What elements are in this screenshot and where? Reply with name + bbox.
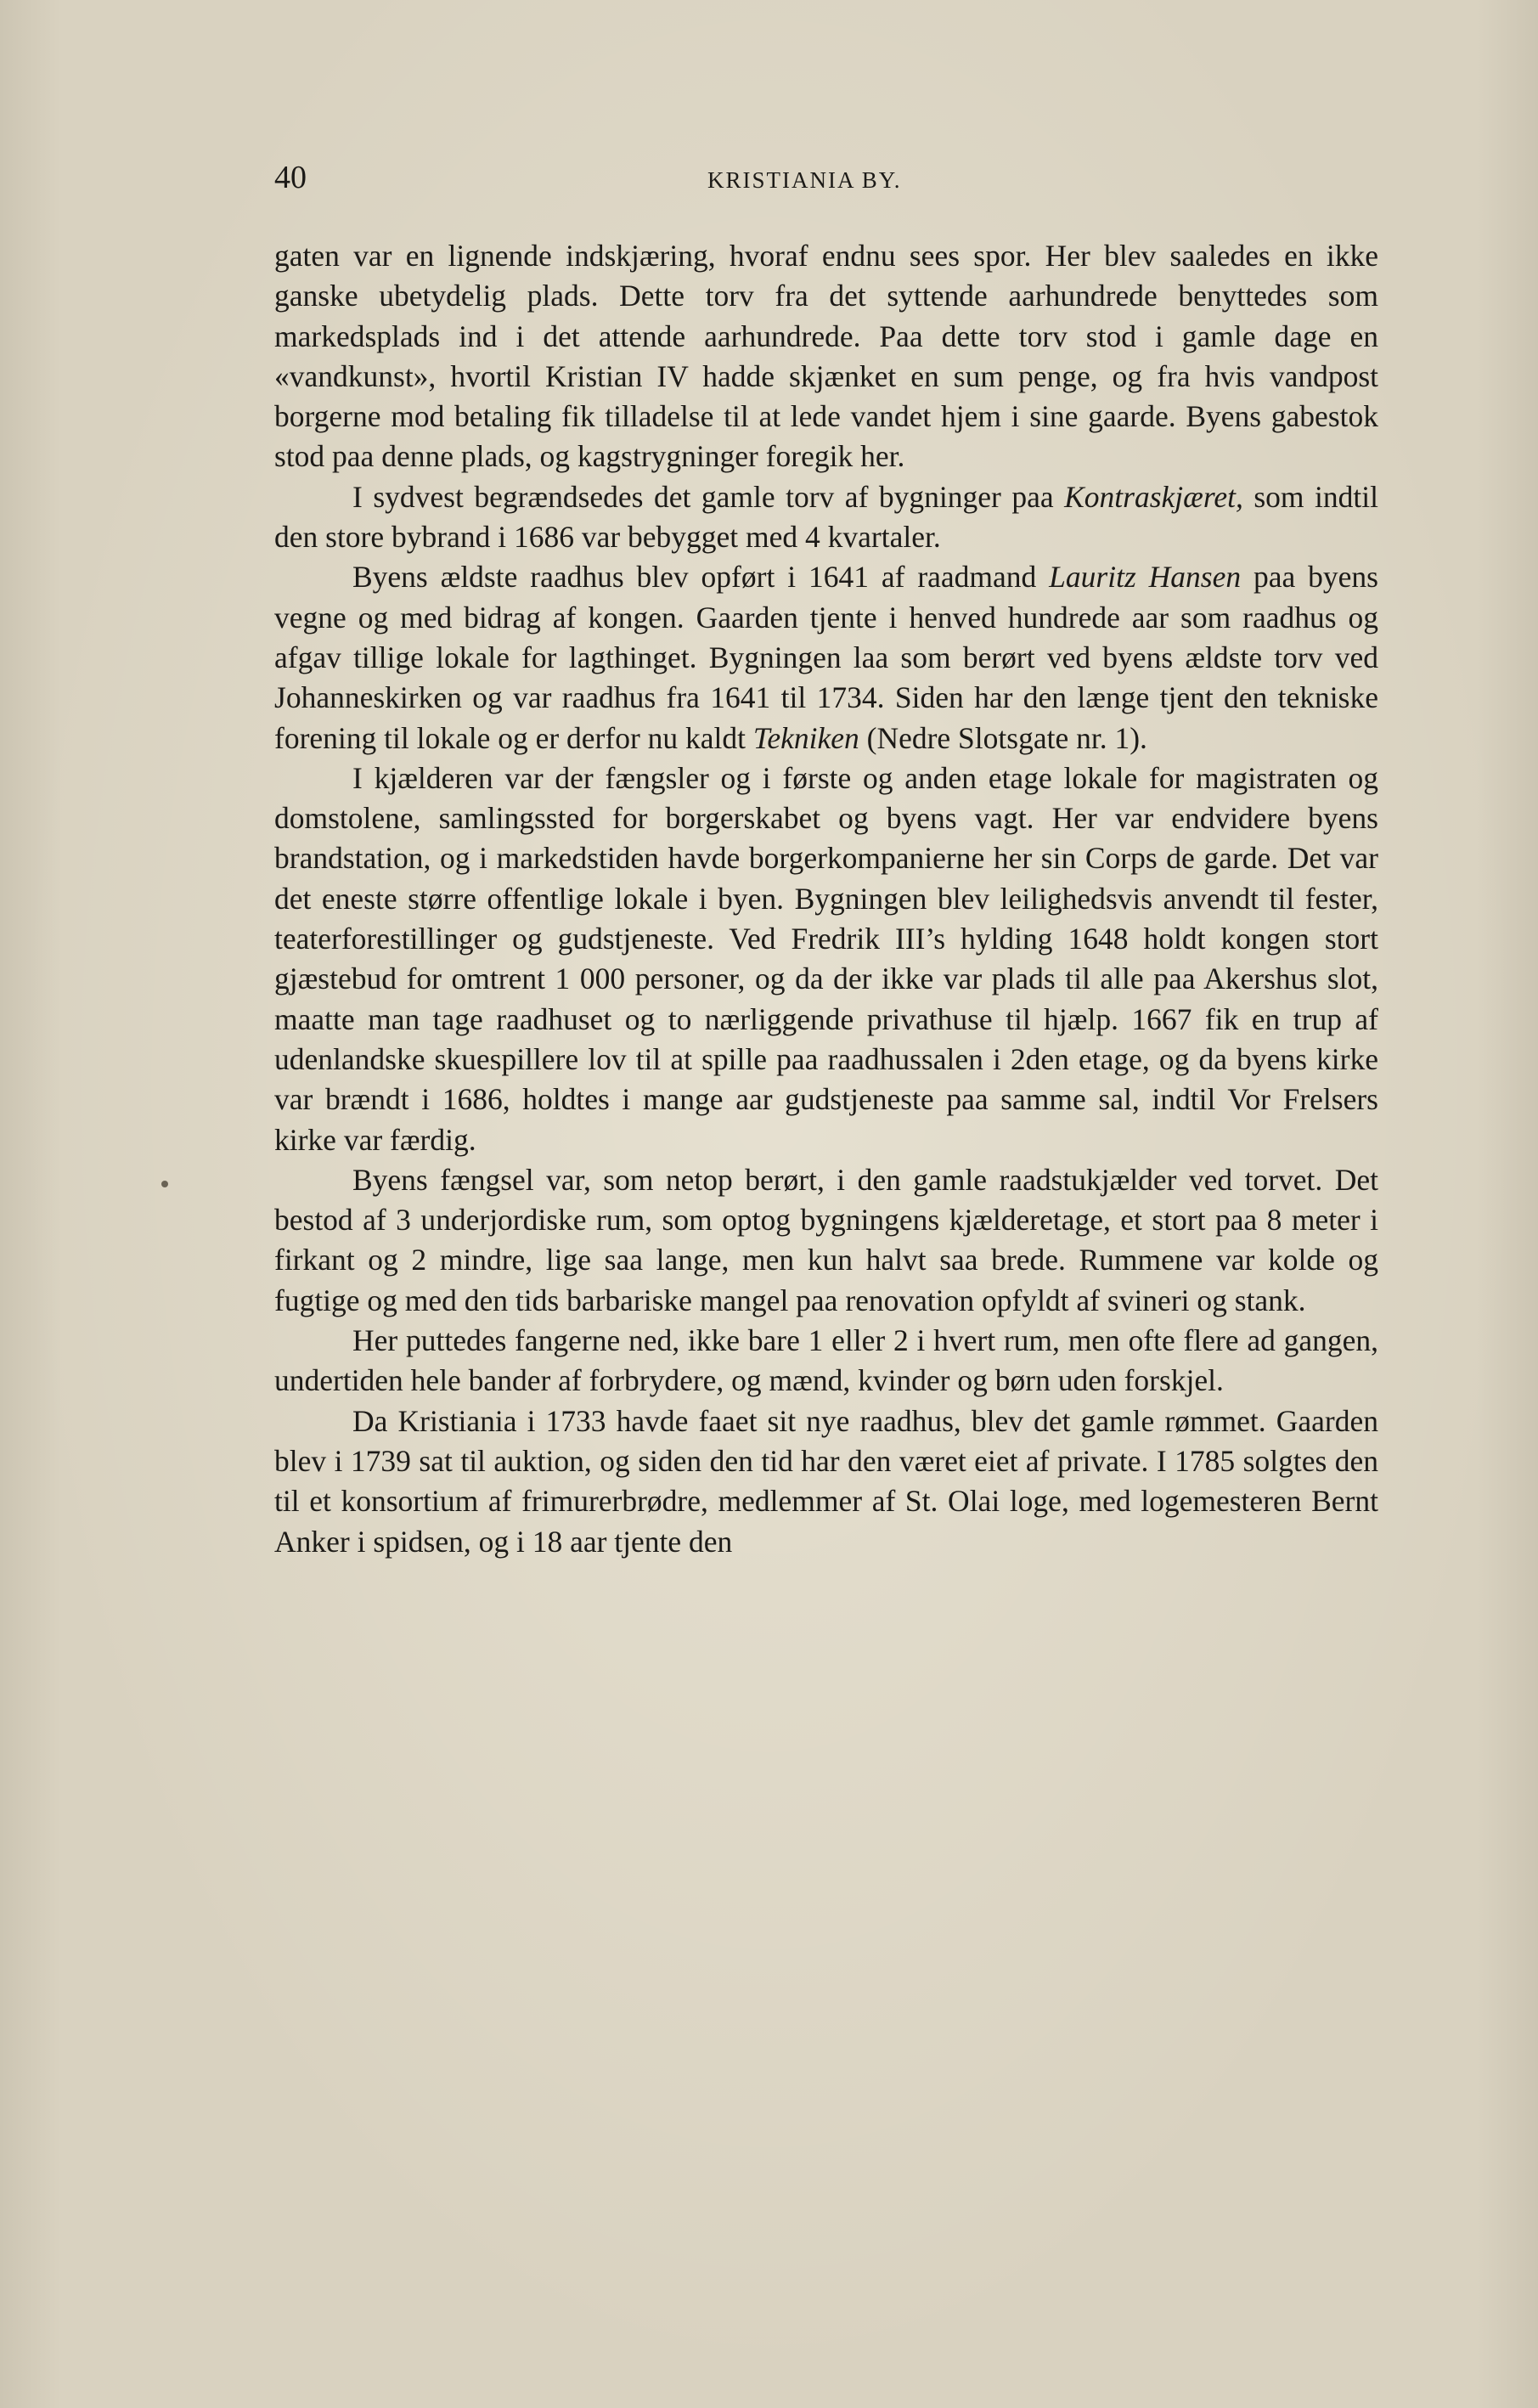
paragraph: [274, 236, 1378, 477]
paragraph: [274, 758, 1378, 1160]
paragraph: [274, 557, 1378, 758]
paragraph: [274, 1160, 1378, 1321]
text-run: (Nedre Slotsgate nr. 1).: [859, 720, 1147, 755]
text-run: Byens ældste raadhus blev opført i 1641 af raadmand: [352, 560, 1050, 595]
running-head: [274, 158, 1378, 197]
italic-run: Kontraskjæret,: [1064, 479, 1243, 514]
paragraph: [274, 1321, 1378, 1401]
text-run: Her puttedes fangerne ned, ikke bare 1 eller 2 i hvert rum, men ofte flere ad gangen, undertiden hele bander af forbrydere, og mænd, kvinder og børn uden forskjel.: [274, 1323, 1378, 1398]
running-title: KRISTIANIA BY.: [707, 167, 902, 193]
page-number: 40: [274, 160, 307, 195]
text-run: Byens fængsel var, som netop berørt, i den gamle raadstukjælder ved torvet. Det bestod af 3 underjordiske rum, som optog bygningens kjælderetage, et stort paa 8 meter i firkant og 2 mindre, lige saa lange, men kun halvt saa brede. Rummene var kolde og fugtige og med den tids barbariske mangel paa renovation opfyldt af svineri og stank.: [274, 1162, 1378, 1317]
text-run: paa byens vegne og med bidrag af kongen. Gaarden tjente i henved hundrede aar som raadhus og afgav tillige lokale for lagthinget. Bygningen laa som berørt ved byens ældste torv ved Johanneskirken og var raadhus fra 1641 til 1734. Siden har den længe tjent den tekniske forening til lokale og er derfor nu kaldt: [274, 560, 1378, 755]
text-run: I kjælderen var der fængsler og i første og anden etage lokale for magistraten og domstolene, samlingssted for borgerskabet og byens vagt. Her var endvidere byens brandstation, og i markedstiden havde borgerkompanierne her sin Corps de garde. Det var det eneste større offentlige lokale i byen. Bygningen blev leilighedsvis anvendt til fester, teaterforestillinger og gudstjeneste. Ved Fredrik III’s hylding 1648 holdt kongen stort gjæstebud for omtrent 1 000 personer, og da der ikke var plads til alle paa Akershus slot, maatte man tage raadhuset og to nærliggende privathuse til hjælp. 1667 fik en trup af udenlandske skuespillere lov til at spille paa raadhussalen i 2den etage, og da byens kirke var brændt i 1686, holdtes i mange aar gudstjeneste paa samme sal, indtil Vor Frelsers kirke var færdig.: [274, 760, 1378, 1157]
paragraph: [274, 477, 1378, 558]
text-run: Da Kristiania i 1733 havde faaet sit nye raadhus, blev det gamle rømmet. Gaarden blev i 1739 sat til auktion, og siden den tid har den været eiet af private. I 1785 solgtes den til et konsortium af frimurerbrødre, medlemmer af St. Olai loge, med logemesteren Bernt Anker i spidsen, og i 18 aar tjente den: [274, 1403, 1378, 1559]
text-run: gaten var en lignende indskjæring, hvoraf endnu sees spor. Her blev saaledes en ikke ganske ubetydelig plads. Dette torv fra det syttende aarhundrede benyttedes som markedsplads ind i det attende aarhundrede. Paa dette torv stod i gamle dage en «vandkunst», hvortil Kristian IV hadde skjænket en sum penge, og fra hvis vandpost borgerne mod betaling fik tilladelse til at lede vandet hjem i sine gaarde. Byens gabestok stod paa denne plads, og kagstrygninger foregik her.: [274, 239, 1378, 474]
italic-run: Lauritz Hansen: [1049, 560, 1242, 595]
margin-speck: [161, 1181, 168, 1187]
paragraph: [274, 1401, 1378, 1562]
italic-run: Tekniken: [752, 720, 859, 755]
body-text: [274, 236, 1378, 1562]
text-run: som indtil den store bybrand i 1686 var bebygget med 4 kvartaler.: [274, 479, 1378, 555]
text-run: I sydvest begrændsedes det gamle torv af bygninger paa: [352, 479, 1065, 514]
